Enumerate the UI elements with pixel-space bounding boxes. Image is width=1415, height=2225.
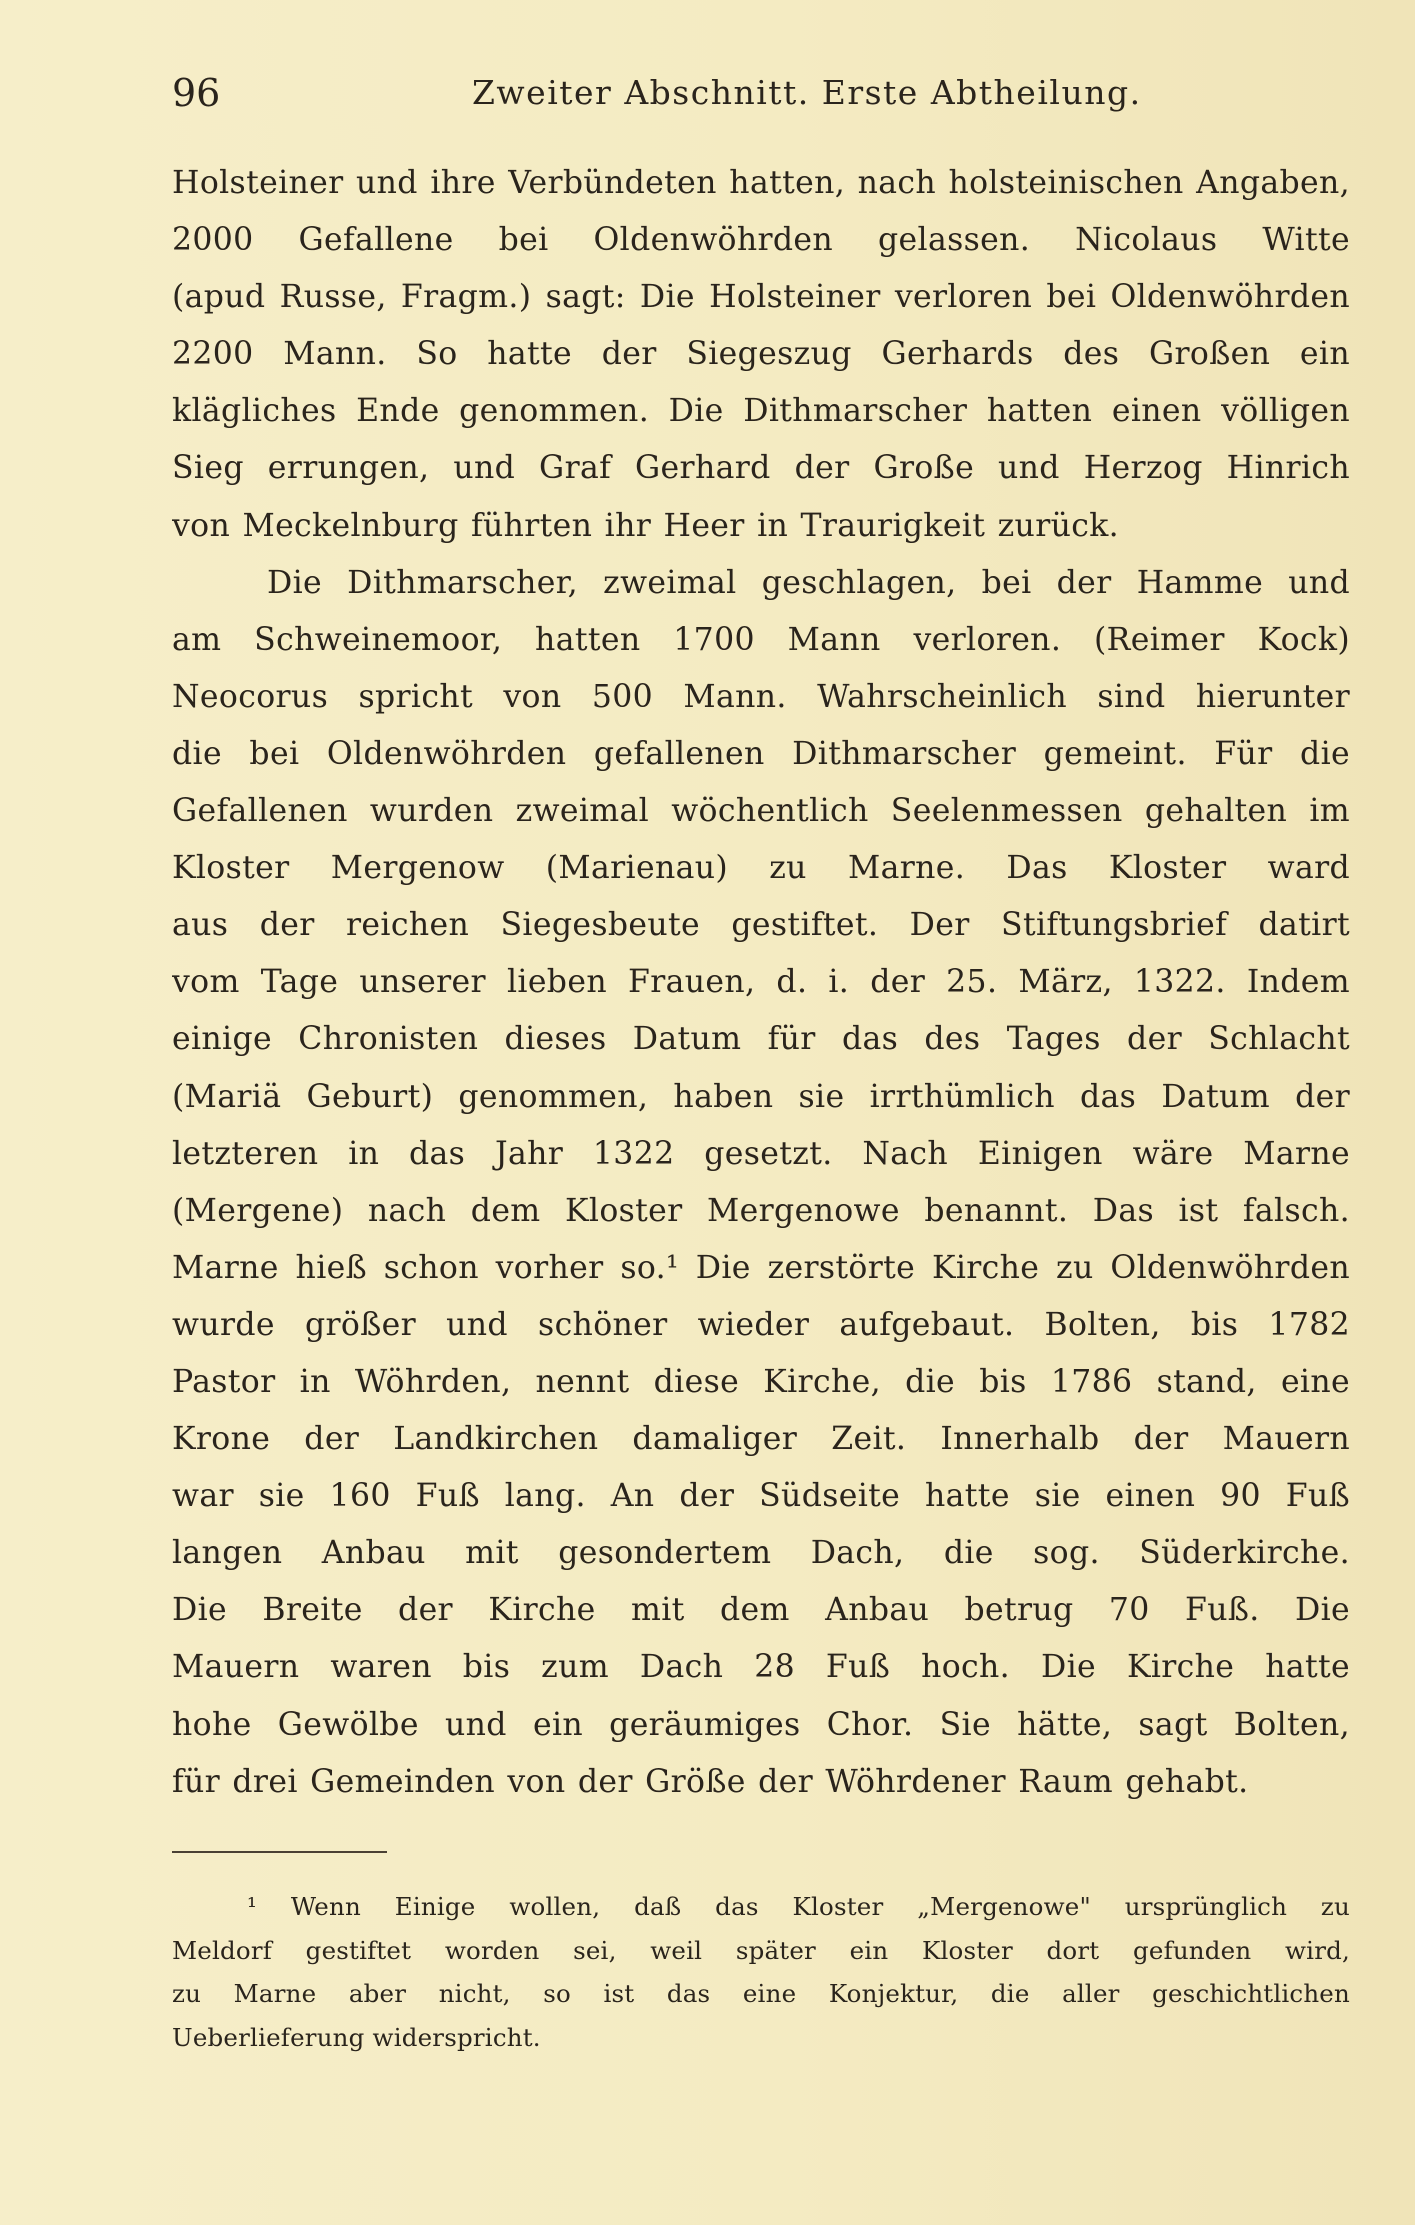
footnote-line: Ueberlieferung widerspricht. [172,2022,541,2052]
text-line: Die Breite der Kirche mit dem Anbau betrug 70 Fuß. Die [172,1592,1350,1629]
text-line: hohe Gewölbe und ein geräumiges Chor. Sie hätte, sagt Bolten, [172,1706,1350,1743]
text-line: Pastor in Wöhrden, nennt diese Kirche, die bis 1786 stand, eine [172,1363,1350,1400]
text-line: Holsteiner und ihre Verbündeten hatten, nach holsteinischen Angaben, [172,165,1350,201]
text-line: einige Chronisten dieses Datum für das des Tages der Schlacht [172,1021,1350,1058]
page-header [172,68,1242,118]
text-line: Neocorus spricht von 500 Mann. Wahrscheinlich sind hierunter [172,678,1350,715]
text-line: die bei Oldenwöhrden gefallenen Dithmarscher gemeint. Für die [172,735,1350,772]
text-line: letzteren in das Jahr 1322 gesetzt. Nach Einigen wäre Marne [172,1135,1350,1172]
text-line: 2200 Mann. So hatte der Siegeszug Gerhards des Großen ein [172,336,1350,373]
text-line: Marne hieß schon vorher so.¹ Die zerstörte Kirche zu Oldenwöhrden [172,1249,1350,1286]
text-line: klägliches Ende genommen. Die Dithmarscher hatten einen völligen [172,393,1350,430]
footnote-line: Meldorf gestiftet worden sei, weil später ein Kloster dort gefunden wird, [172,1935,1350,1965]
text-line: Krone der Landkirchen damaliger Zeit. Innerhalb der Mauern [172,1421,1350,1458]
text-line: Kloster Mergenow (Marienau) zu Marne. Das Kloster ward [172,850,1350,887]
footnote-line: zu Marne aber nicht, so ist das eine Konjektur, die aller geschichtlichen [172,1979,1350,2008]
text-line: aus der reichen Siegesbeute gestiftet. Der Stiftungsbrief datirt [172,907,1350,944]
text-line: für drei Gemeinden von der Größe der Wöhrdener Raum gehabt. [172,1763,1249,1800]
text-line: am Schweinemoor, hatten 1700 Mann verloren. (Reimer Kock) [172,621,1350,658]
text-line: wurde größer und schöner wieder aufgebaut. Bolten, bis 1782 [172,1306,1350,1343]
footnote-line: ¹ Wenn Einige wollen, daß das Kloster „Mergenowe" ursprünglich zu [247,1892,1350,1921]
text-line: von Meckelnburg führten ihr Heer in Traurigkeit zurück. [172,507,1120,544]
text-line: Sieg errungen, und Graf Gerhard der Große und Herzog Hinrich [172,450,1350,487]
text-line: langen Anbau mit gesondertem Dach, die sog. Süderkirche. [172,1535,1350,1572]
text-line: war sie 160 Fuß lang. An der Südseite hatte sie einen 90 Fuß [172,1478,1350,1515]
text-line: Die Dithmarscher, zweimal geschlagen, bei der Hamme und [267,564,1350,601]
text-line: (Mariä Geburt) genommen, haben sie irrthümlich das Datum der [172,1078,1350,1115]
running-head: Zweiter Abschnitt. Erste Abtheilung. [472,73,1142,112]
text-line: Gefallenen wurden zweimal wöchentlich Seelenmessen gehalten im [172,793,1350,830]
text-line: vom Tage unserer lieben Frauen, d. i. der 25. März, 1322. Indem [172,964,1350,1001]
text-line: (Mergene) nach dem Kloster Mergenowe benannt. Das ist falsch. [172,1192,1350,1229]
text-line: Mauern waren bis zum Dach 28 Fuß hoch. Die Kirche hatte [172,1649,1350,1686]
text-line: 2000 Gefallene bei Oldenwöhrden gelassen. Nicolaus Witte [172,222,1350,259]
text-line: (apud Russe, Fragm.) sagt: Die Holsteiner verloren bei Oldenwöhrden [172,279,1350,316]
footnote-divider [172,1851,387,1853]
footnote [172,1885,1350,2059]
body-text [172,155,1350,1811]
page-number: 96 [172,71,221,115]
